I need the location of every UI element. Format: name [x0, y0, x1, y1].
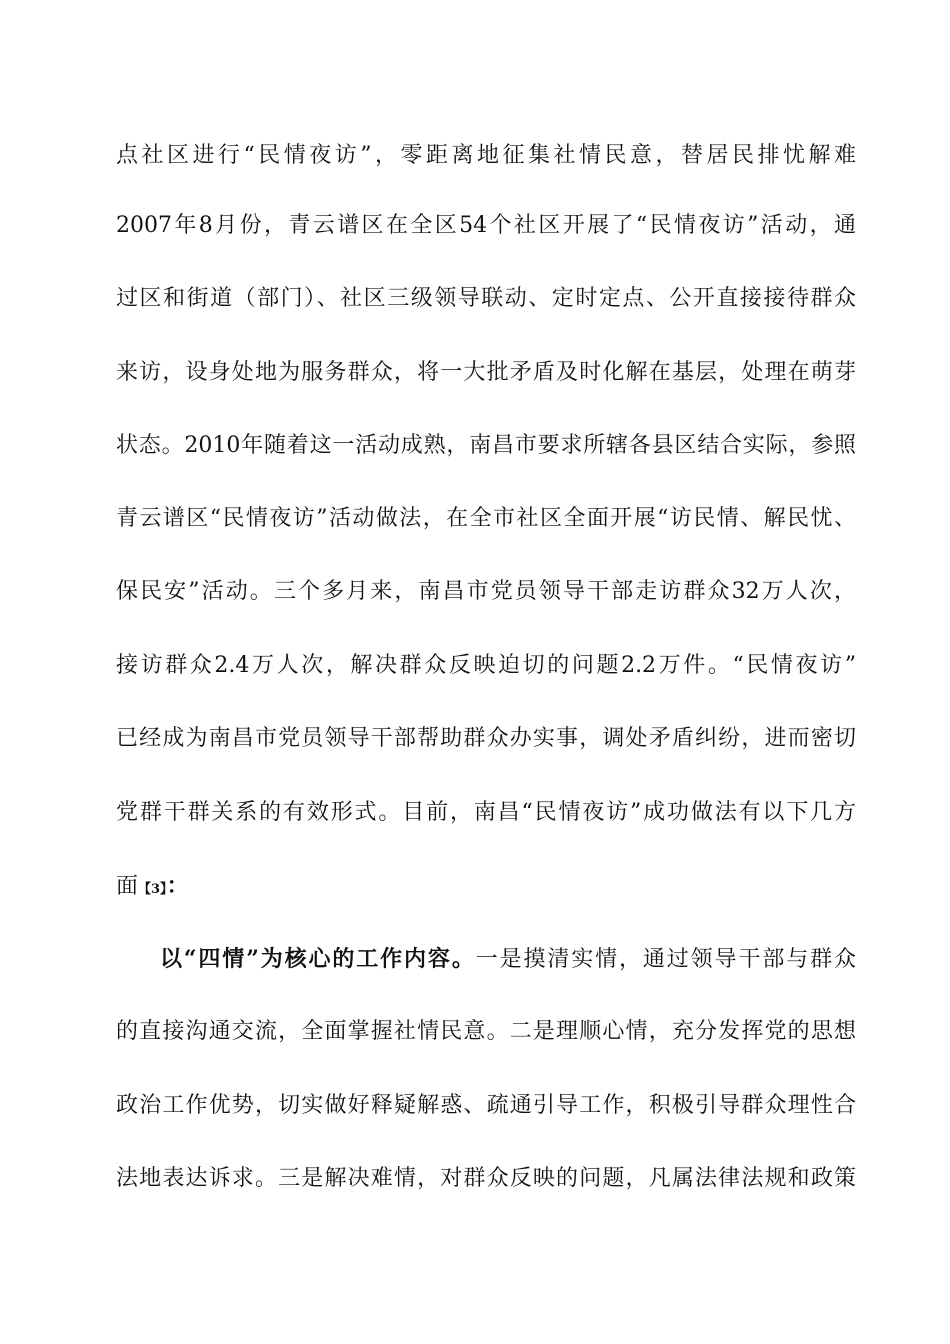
last-line-text: 面 [116, 874, 139, 899]
paragraph-2-first-line-text: 一是摸清实情，通过领导干部与群众 [475, 947, 856, 972]
last-line-colon: ： [166, 873, 189, 899]
paragraph-line: 过区和街道（部门）、社区三级领导联动、定时定点、公开直接接待群众 [116, 286, 856, 311]
paragraph-line: 来访，设身处地为服务群众，将一大批矛盾及时化解在基层，处理在萌芽 [116, 360, 856, 385]
paragraph-line: 2007年8月份，青云谱区在全区54个社区开展了“民情夜访”活动，通 [116, 213, 856, 238]
paragraph-2-first-line [160, 945, 856, 974]
paragraph-line: 的直接沟通交流，全面掌握社情民意。二是理顺心情，充分发挥党的思想 [116, 1019, 856, 1044]
paragraph-line: 点社区进行“民情夜访”，零距离地征集社情民意，替居民排忧解难 [116, 143, 856, 168]
paragraph-line: 状态。2010年随着这一活动成熟，南昌市要求所辖各县区结合实际，参照 [116, 433, 856, 458]
paragraph-line: 党群干群关系的有效形式。目前，南昌“民情夜访”成功做法有以下几方 [116, 800, 856, 825]
paragraph-line: 保民安”活动。三个多月来，南昌市党员领导干部走访群众32万人次， [116, 579, 856, 604]
paragraph-line: 青云谱区“民情夜访”活动做法，在全市社区全面开展“访民情、解民忧、 [116, 506, 856, 531]
paragraph-line: 已经成为南昌市党员领导干部帮助群众办实事，调处矛盾纠纷，进而密切 [116, 726, 856, 751]
section-heading: 以“四情”为核心的工作内容。 [160, 946, 476, 972]
paragraph-line: 接访群众2.4万人次，解决群众反映迫切的问题2.2万件。“民情夜访” [116, 653, 856, 678]
reference-mark: 【3】 [138, 882, 167, 897]
paragraph-line: 法地表达诉求。三是解决难情，对群众反映的问题，凡属法律法规和政策 [116, 1166, 856, 1191]
paragraph-last-line [116, 872, 856, 904]
paragraph-line: 政治工作优势，切实做好释疑解惑、疏通引导工作，积极引导群众理性合 [116, 1093, 856, 1118]
